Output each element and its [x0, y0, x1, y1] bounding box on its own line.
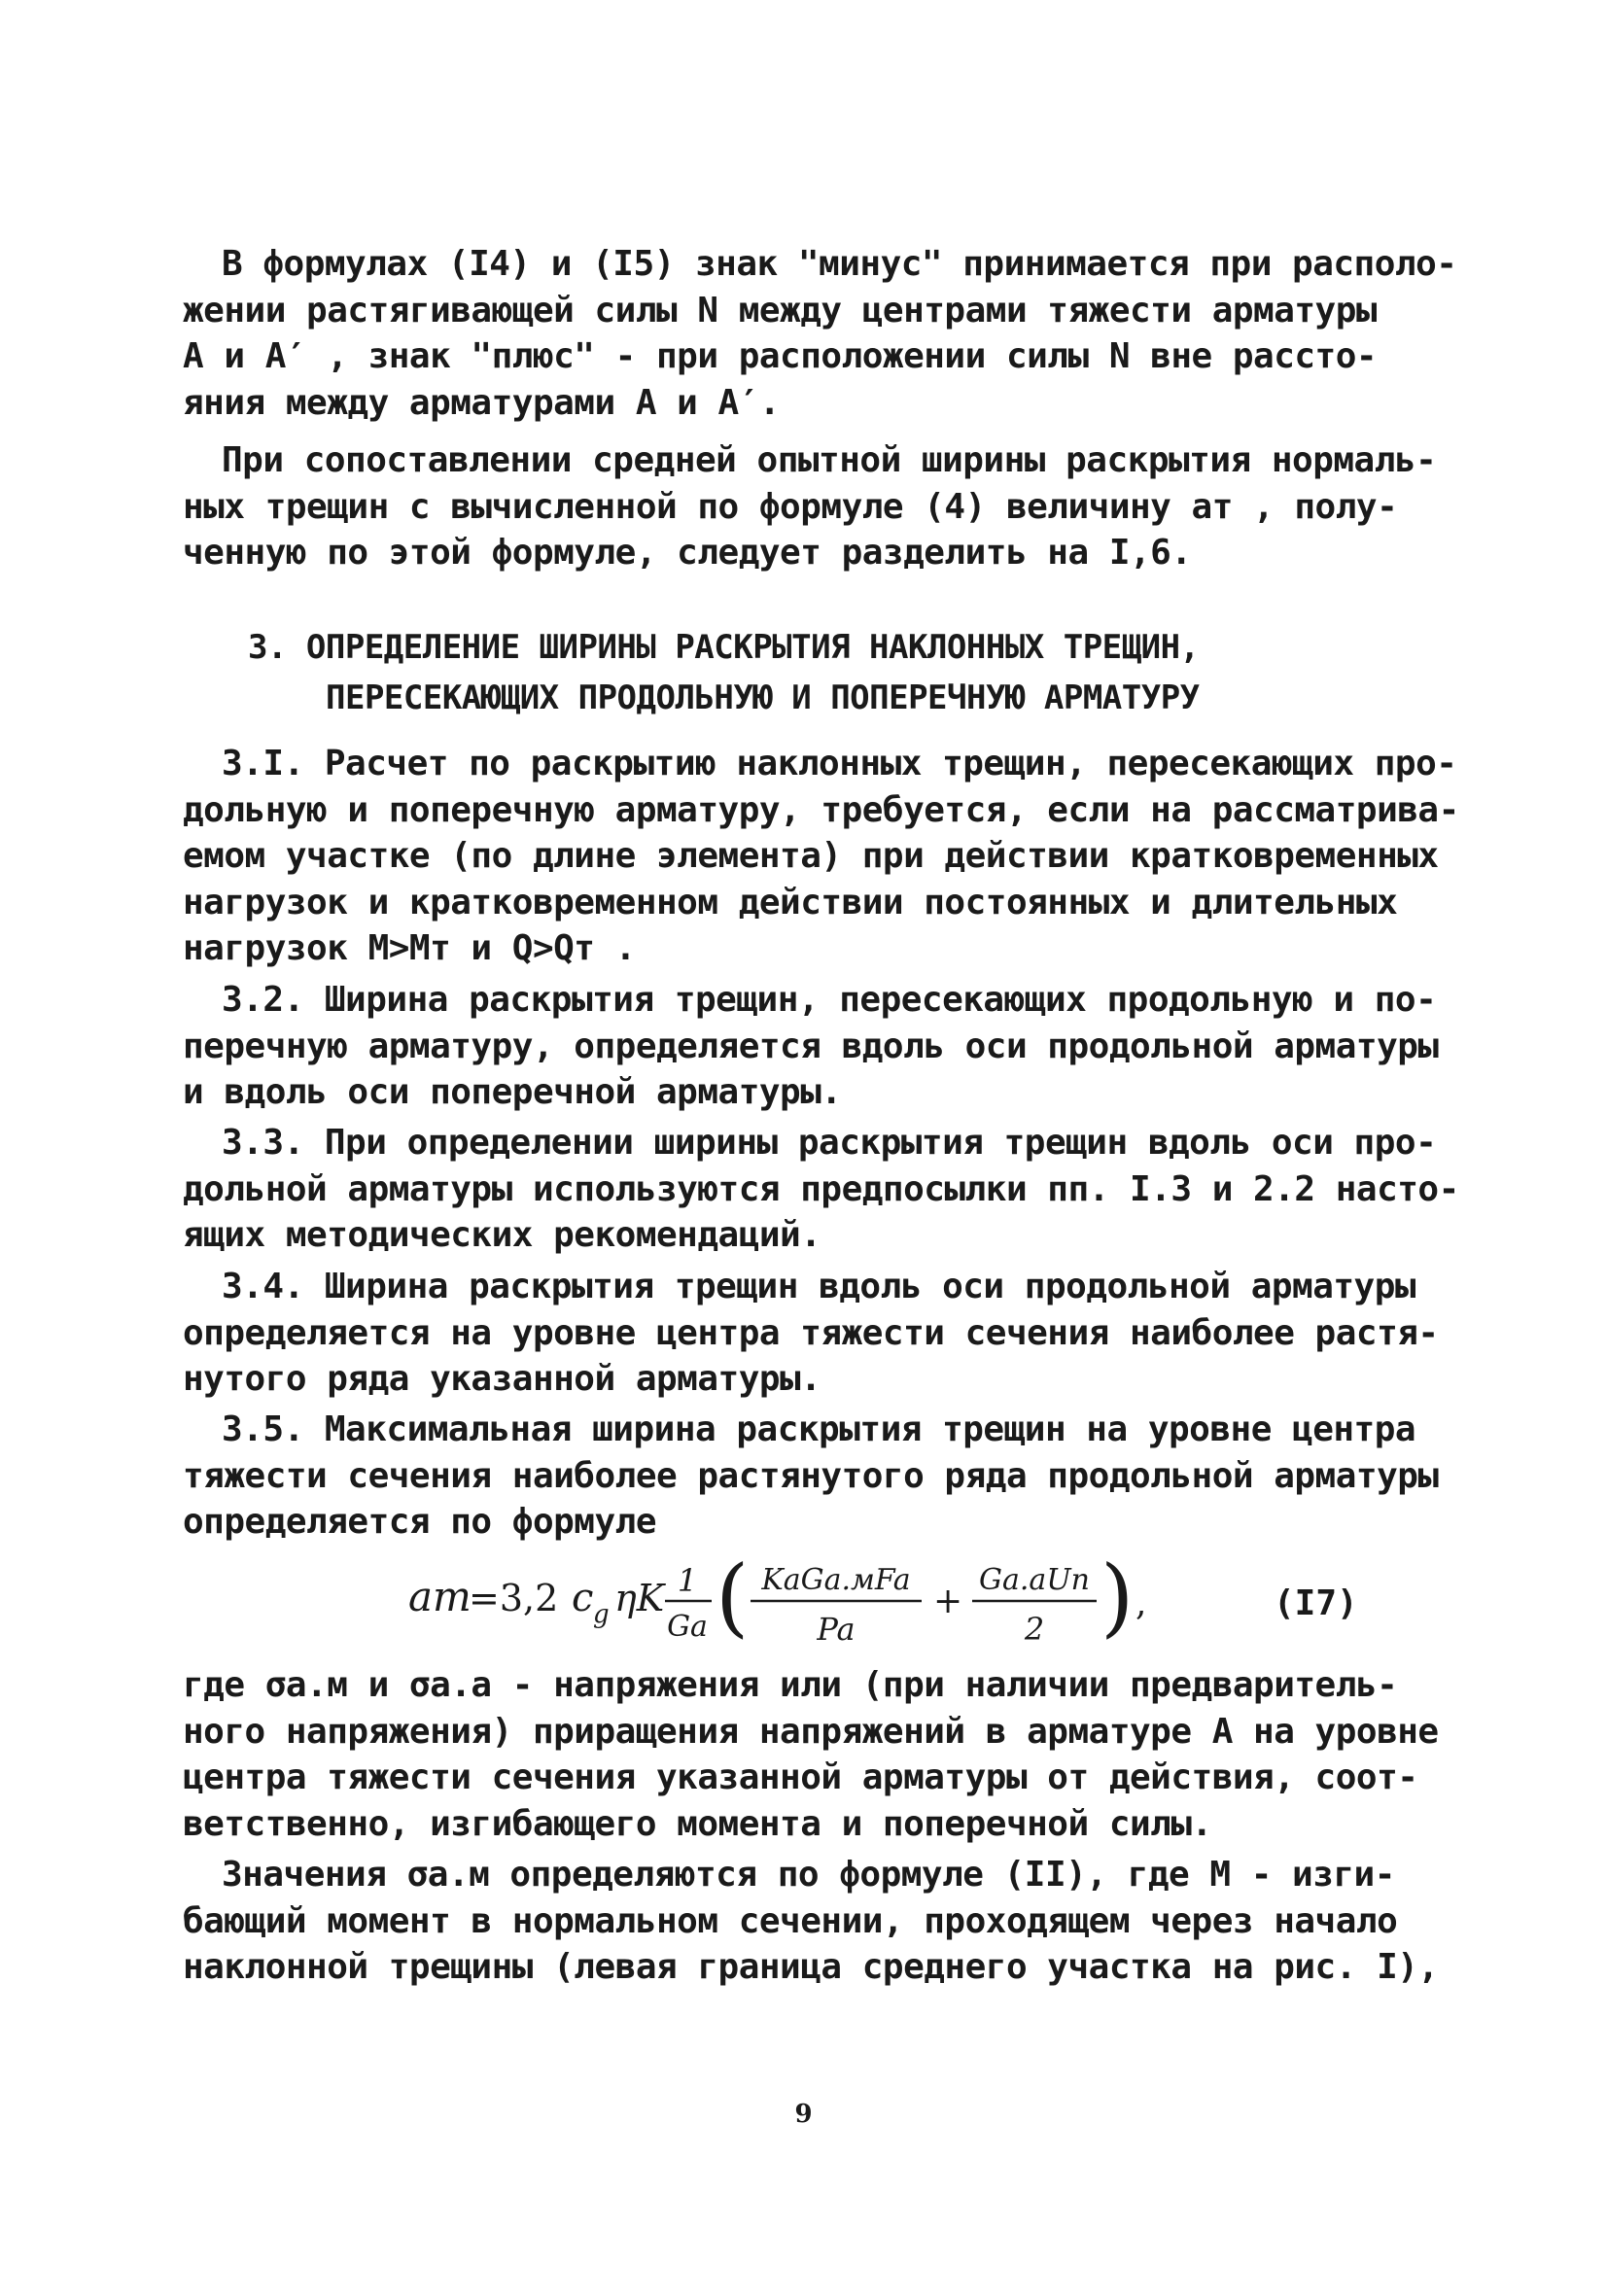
p32-line: и вдоль оси поперечной арматуры.: [183, 1072, 842, 1112]
formula-frac1-num: 1: [677, 1562, 698, 1599]
formula-comma: ,: [1135, 1583, 1147, 1623]
formula-eq: =3,2: [469, 1577, 559, 1619]
formula-c: c: [572, 1576, 594, 1620]
formula-frac2-num: KaGa.мFa: [761, 1563, 911, 1597]
p34-line: определяется на уровне центра тяжести сечения наиболее растя-: [183, 1312, 1439, 1353]
p31-line: дольную и поперечную арматуру, требуется, если на рассматрива-: [183, 789, 1459, 830]
comparison-line: При сопоставлении средней опытной ширины раскрытия нормаль-: [222, 440, 1437, 480]
p31-line: нагрузок M>Mт и Q>Qт .: [183, 928, 636, 968]
section-heading: [248, 622, 1415, 723]
intro-line: А и А′ , знак "плюс" - при расположении силы N вне рассто-: [183, 336, 1378, 376]
p36-line: ного напряжения) приращения напряжений в арматуре А на уровне: [183, 1711, 1439, 1752]
p33-line: ящих методических рекомендаций.: [183, 1215, 821, 1255]
section-heading-line2: ПЕРЕСЕКАЮЩИХ ПРОДОЛЬНУЮ И ПОПЕРЕЧНУЮ АРМАТУРУ: [326, 678, 1200, 717]
p37-line: бающий момент в нормальном сечении, проходящем через начало: [183, 1900, 1398, 1941]
formula-eta-k: ηK: [614, 1577, 665, 1619]
paragraph-3-3: [183, 1120, 1459, 1259]
p37-line: наклонной трещины (левая граница среднего участка на рис. I),: [183, 1947, 1439, 1987]
p33-line: дольной арматуры используются предпосылки пп. I.3 и 2.2 насто-: [183, 1168, 1459, 1209]
p36-line: где σa.м и σa.a - напряжения или (при наличии предваритель-: [183, 1665, 1398, 1705]
paragraph-3-2: [183, 977, 1437, 1116]
formula-svg: [408, 1547, 1380, 1657]
formula-lhs: aт: [408, 1573, 472, 1620]
p32-line: 3.2. Ширина раскрытия трещин, пересекающих продольную и по-: [222, 980, 1437, 1020]
p31-line: нагрузок и кратковременном действии постоянных и длительных: [183, 882, 1398, 922]
p37-line: Значения σa.м определяются по формуле (II), где M - изги-: [222, 1855, 1395, 1895]
formula-frac3-num: Ga.aUп: [979, 1563, 1090, 1597]
formula-frac1-den: Ga: [667, 1610, 708, 1644]
formula-frac3-den: 2: [1024, 1611, 1045, 1648]
intro-paragraph: [183, 241, 1457, 426]
paragraph-where: [183, 1662, 1437, 1847]
section-heading-line1: 3. ОПРЕДЕЛЕНИЕ ШИРИНЫ РАСКРЫТИЯ НАКЛОННЫХ ТРЕЩИН,: [248, 628, 1200, 667]
paragraph-3-5: [183, 1407, 1437, 1546]
formula-number: (I7): [1274, 1583, 1358, 1623]
formula-c-sub: g: [593, 1600, 610, 1629]
formula-rparen: ): [1100, 1547, 1135, 1647]
p33-line: 3.3. При определении ширины раскрытия трещин вдоль оси про-: [222, 1123, 1437, 1163]
p35-line: определяется по формуле: [183, 1502, 656, 1542]
intro-line: В формулах (I4) и (I5) знак "минус" принимается при располо-: [222, 244, 1457, 284]
formula-17: [408, 1547, 1380, 1657]
intro-line: яния между арматурами А и А′.: [183, 382, 781, 423]
intro-line: жении растягивающей силы N между центрами тяжести арматуры: [183, 290, 1378, 330]
p31-line: емом участке (по длине элемента) при действии кратковременных: [183, 836, 1439, 876]
paragraph-3-4: [183, 1264, 1437, 1403]
formula-plus: +: [933, 1582, 963, 1621]
formula-lparen: (: [716, 1547, 750, 1647]
comparison-paragraph: [183, 437, 1437, 576]
paragraph-3-1: [183, 741, 1459, 972]
p35-line: тяжести сечения наиболее растянутого ряда продольной арматуры: [183, 1455, 1439, 1496]
comparison-line: ных трещин с вычисленной по формуле (4) величину aт , полу-: [183, 486, 1398, 527]
p32-line: перечную арматуру, определяется вдоль оси продольной арматуры: [183, 1026, 1439, 1066]
page-number: 9: [794, 2100, 813, 2129]
p34-line: 3.4. Ширина раскрытия трещин вдоль оси продольной арматуры: [222, 1267, 1416, 1306]
formula-frac2-den: Pa: [817, 1611, 856, 1648]
p36-line: ветственно, изгибающего момента и поперечной силы.: [183, 1803, 1212, 1844]
p35-line: 3.5. Максимальная ширина раскрытия трещин на уровне центра: [222, 1409, 1416, 1449]
p36-line: центра тяжести сечения указанной арматуры от действия, соот-: [183, 1757, 1418, 1797]
p31-line: 3.I. Расчет по раскрытию наклонных трещин, пересекающих про-: [222, 744, 1457, 783]
p34-line: нутого ряда указанной арматуры.: [183, 1359, 821, 1399]
paragraph-values: [183, 1852, 1437, 1991]
comparison-line: ченную по этой формуле, следует разделить на I,6.: [183, 533, 1192, 573]
